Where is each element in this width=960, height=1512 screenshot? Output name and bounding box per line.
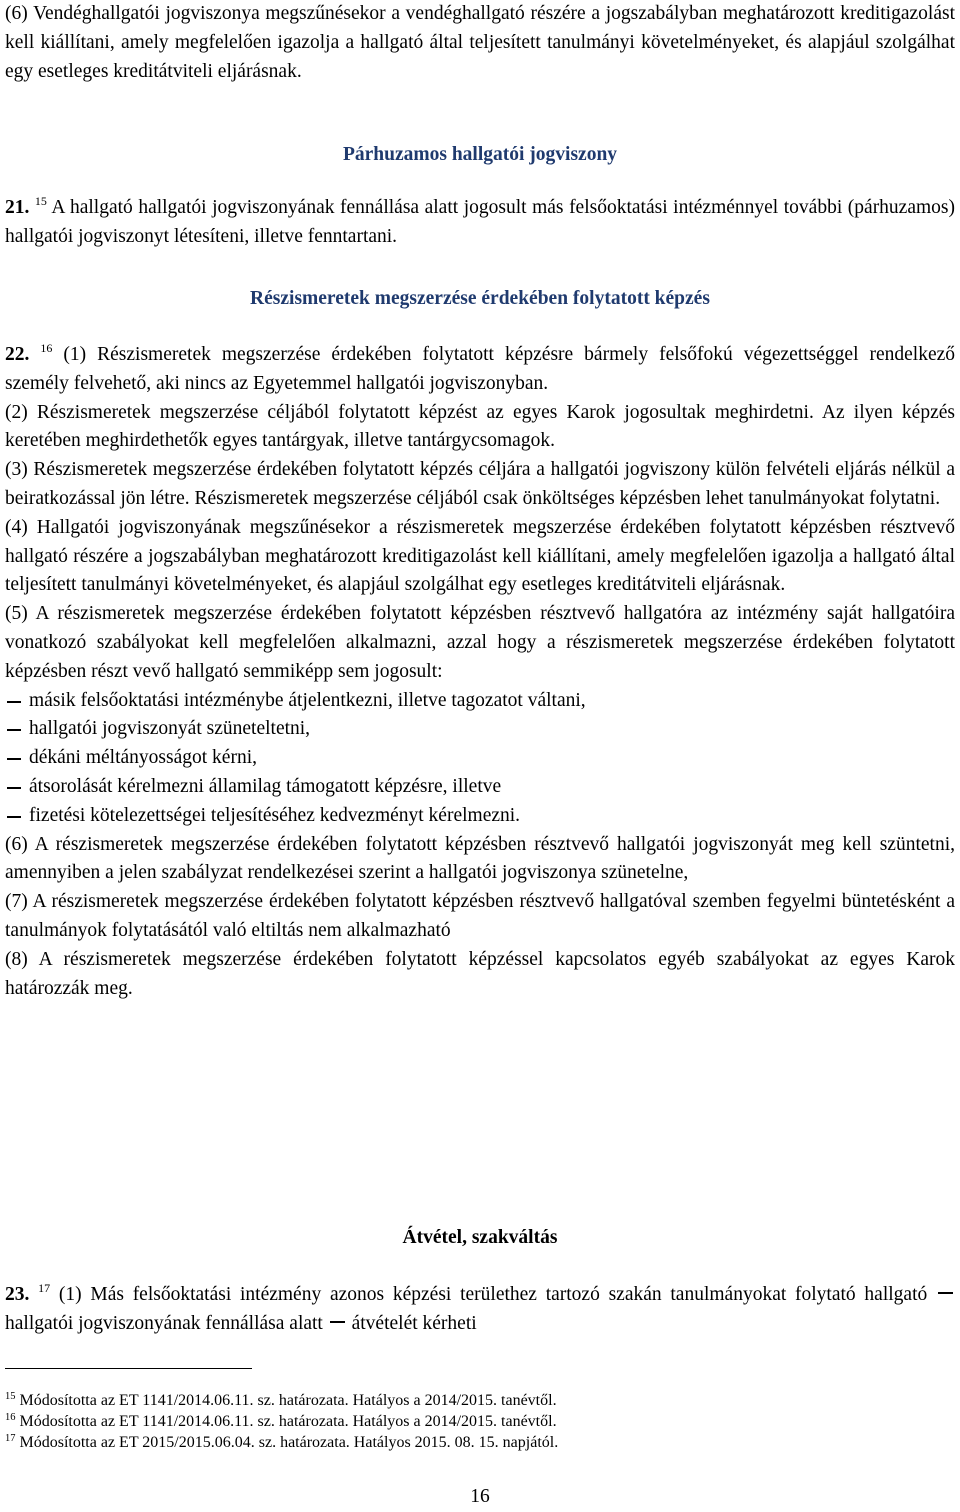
dash-separator xyxy=(938,1292,953,1294)
section-22-p4: (4) Hallgatói jogviszonyának megszűnésekor a részismeretek megszerzése érdekében folytatott képzésben résztvevő hallgató részére a jogszabályban meghatározott kreditigazolást kell kiállítani, amely megfelelően igazolja a hallgató által teljesített tanulmányi követelményeket, és alapjául szolgálhat egy esetleges kreditátviteli eljárásnak. xyxy=(5,516,955,596)
section-body: (1) Részismeretek megszerzése érdekében folytatott képzésre bármely felsőfokú végezettséggel rendelkező személy felvehető, aki nincs az Egyetemmel hallgatói jogviszonyban. xyxy=(5,344,956,394)
section-22-p6: (6) A részismeretek megszerzése érdekében folytatott képzésben résztvevő hallgatói jogviszonyát meg kell szüntetni, amennyiben a jelen szabályzat rendelkezései szerint a hallgatói jogviszonya szünetelne, xyxy=(5,833,955,884)
dash-bullet xyxy=(7,701,21,703)
section-22 xyxy=(5,341,955,1003)
list-item: fizetési kötelezettségei teljesítéséhez kedvezményt kérelmezni. xyxy=(5,802,955,831)
section-heading-transfer: Átvétel, szakváltás xyxy=(402,1227,558,1248)
section-21 xyxy=(5,194,955,252)
list-item: másik felsőoktatási intézménybe átjelentkezni, illetve tagozatot váltani, xyxy=(5,687,955,716)
section-23 xyxy=(5,1281,955,1339)
footnote-ref[interactable]: 15 xyxy=(34,194,47,208)
list-item: dékáni méltányosságot kérni, xyxy=(5,744,955,773)
section-number: 23. xyxy=(5,1284,30,1305)
section-23-text: 23. $^{17}$ (1) Más felsőoktatási intézmény azonos képzési területhez tartozó szakán tanulmányokat folytató hallgató hallgatói jogviszonyának fennállása alatt átvételét kérheti xyxy=(5,1281,955,1339)
section-22-p8: (8) A részismeretek megszerzése érdekében folytatott képzéssel kapcsolatos egyéb szabályokat az egyes Karok határozzák meg. xyxy=(5,948,955,999)
paragraph-text: (6) Vendéghallgatói jogviszonya megszűnésekor a vendéghallgató részére a jogszabályban meghatározott kreditigazolást kell kiállítani, amely megfelelően igazolja a hallgató által teljesített tanulmányi követelményeket, és alapjául szolgálhat egy esetleges kreditátviteli eljárásnak. xyxy=(5,3,955,82)
section-body: A hallgató hallgatói jogviszonyának fennállása alatt jogosult más felsőoktatási intézménnyel további (párhuzamos) hallgatói jogviszonyt létesíteni, illetve fenntartani. xyxy=(5,197,955,247)
footnotes xyxy=(5,1390,955,1453)
section-22-p7: (7) A részismeretek megszerzése érdekében folytatott képzésben résztvevő hallgatóval szemben fegyelmi büntetésként a tanulmányok folytatásától való eltiltás nem alkalmazható xyxy=(5,891,955,941)
footnote-ref[interactable]: 17 xyxy=(38,1281,51,1295)
footnote-item: $^{15}$ Módosította az ET 1141/2014.06.11. sz. határozata. Hatályos a 2014/2015. tanévtől. xyxy=(5,1391,557,1409)
section-22-p3: (3) Részismeretek megszerzése érdekében folytatott képzés céljára a hallgatói jogviszony külön felvételi eljárás nélkül a beiratkozással jön létre. Részismeretek megszerzése céljából csak önköltséges képzésben lehet tanulmányokat folytatni. xyxy=(5,459,955,509)
list-item: hallgatói jogviszonyát szüneteltetni, xyxy=(5,715,955,744)
paragraph-6-guest-student xyxy=(5,0,955,86)
section-22-p1 xyxy=(5,341,955,399)
section-number: 21. xyxy=(5,197,30,218)
dash-bullet xyxy=(7,787,21,789)
dash-bullet xyxy=(7,816,21,818)
exclusion-list xyxy=(5,687,955,831)
dash-bullet xyxy=(7,729,21,731)
list-item: átsorolását kérelmezni államilag támogatott képzésre, illetve xyxy=(5,773,955,802)
section-heading-partial-knowledge: Részismeretek megszerzése érdekében folytatott képzés xyxy=(250,288,710,309)
footnote-ref[interactable]: 16 xyxy=(40,341,53,355)
dash-bullet xyxy=(7,758,21,760)
section-22-p2: (2) Részismeretek megszerzése céljából folytatott képzést az egyes Karok jogosultak meghirdetni. Az ilyen képzés keretében meghirdethetők egyes tantárgyak, illetve tantárgycsomagok. xyxy=(5,401,955,452)
section-number: 22. xyxy=(5,344,30,365)
footnote-item: $^{16}$ Módosította az ET 1141/2014.06.11. sz. határozata. Hatályos a 2014/2015. tanévtől. xyxy=(5,1412,557,1430)
footnote-divider xyxy=(5,1368,252,1369)
page-number: 16 xyxy=(470,1486,490,1507)
footnote-item: $^{17}$ Módosította az ET 2015/2015.06.04. sz. határozata. Hatályos 2015. 08. 15. napjától. xyxy=(5,1433,559,1451)
document-page xyxy=(5,0,955,1509)
section-22-p5: (5) A részismeretek megszerzése érdekében folytatott képzésben résztvevő hallgatóra az intézmény saját hallgatóira vonatkozó szabályokat kell megfelelően alkalmazni, azzal hogy a részismeretek megszerzése érdekében folytatott képzésben részt vevő hallgató semmiképp sem jogosult: xyxy=(5,603,955,682)
section-21-text xyxy=(5,194,955,252)
dash-separator xyxy=(330,1321,345,1323)
section-heading-parallel: Párhuzamos hallgatói jogviszony xyxy=(342,144,618,165)
